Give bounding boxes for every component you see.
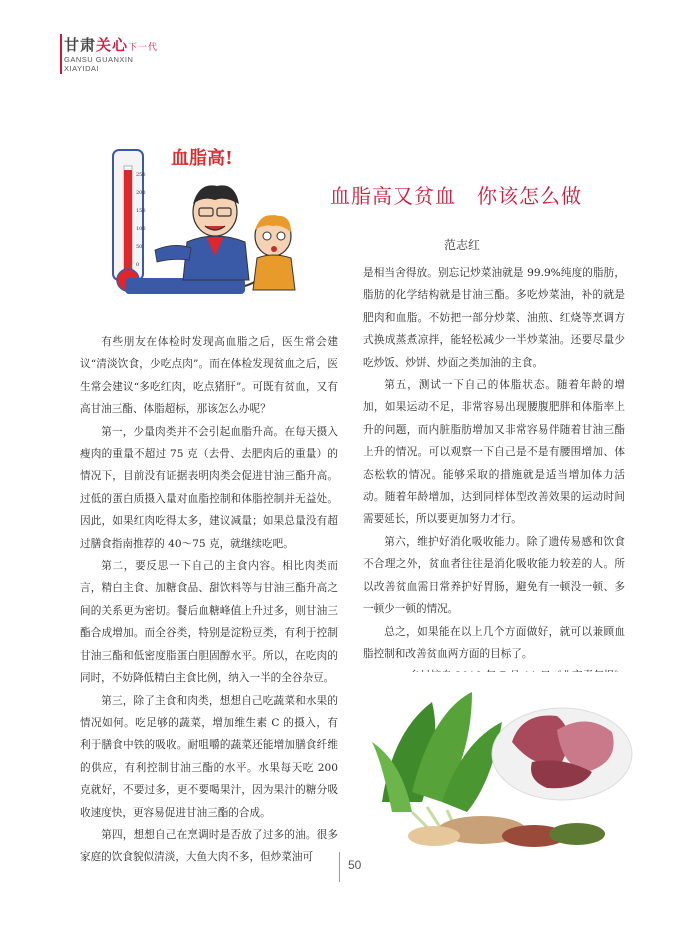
thermo-tick-3: 100 [136, 226, 146, 232]
paragraph: 是相当舍得放。别忘记炒菜油就是 99.9%纯度的脂肪，脂肪的化学结构就是甘油三酯。多吃炒菜油，补的就是肥肉和血脂。不妨把一部分炒菜、油煎、红烧等烹调方式换成蒸煮凉拌，能轻松减少一半炒菜油。还要尽量少吃炒饭、炒饼、炒面之类加油的主食。 [363, 267, 625, 369]
right-column [363, 262, 625, 688]
thermo-tick-0: 250 [136, 172, 146, 178]
logo-part-2: 关心 [96, 36, 129, 54]
logo-part-3: 下一代 [128, 43, 159, 53]
page-number: 50 [348, 858, 362, 872]
masthead-bar [60, 34, 62, 74]
food-photo [372, 672, 634, 852]
child-figure [253, 215, 295, 290]
thermo-tick-2: 150 [136, 208, 146, 214]
left-column [80, 331, 338, 869]
badge-text: 血脂高! [171, 148, 233, 169]
paragraph: 总之，如果能在以上几个方面做好，就可以兼顾血脂控制和改善贫血两方面的目标了。 [363, 625, 625, 660]
thermometer-icon [113, 150, 146, 291]
thermo-tick-5: 0 [136, 262, 140, 268]
paragraph: 有些朋友在体检时发现高血脂之后，医生常会建议“清淡饮食，少吃点肉”。而在体检发现贫血之后，医生常会建议“多吃红肉，吃点猪肝”。可既有贫血，又有高甘油三酯、体脂超标，那该怎么办呢？ [80, 336, 338, 416]
liver-plate-image [492, 708, 632, 800]
magazine-logo-en [64, 55, 133, 73]
man-figure [155, 185, 249, 280]
logo-en-line-1: GANSU GUANXIN [64, 55, 134, 64]
paragraph: 第四，想想自己在烹调时是否放了过多的油。很多家庭的饮食貌似清淡，大鱼大肉不多，但炒菜油可 [80, 828, 338, 864]
paragraph: 第六，维护好消化吸收能力。除了遗传易感和饮食不合理之外，贫血者往往是消化吸收能力较差的人。所以改善贫血需日常养护好胃肠，避免有一顿没一顿、多一顿少一顿的情况。 [363, 535, 625, 616]
paragraph: 第五，测试一下自己的体脂状态。随着年龄的增加，如果运动不足，非常容易出现腰腹肥胖和体脂率上升的问题，而内脏脂肪增加又非常容易伴随着甘油三酯上升的情况。可以观察一下自己是不是有腰围增加、体态松软的情况。能够采取的措施就是适当增加体力活动。随着年龄增加，达到同样体型改善效果的运动时间需要延长，所以要更加努力才行。 [363, 379, 625, 526]
article-title: 血脂高又贫血 你该怎么做 [330, 184, 582, 208]
paragraph: 第一，少量肉类并不会引起血脂升高。在每天摄入瘦肉的重量不超过 75 克（去骨、去肥肉后的重量）的情况下，目前没有证据表明肉类会促进甘油三酯升高。过低的蛋白质摄入量对血脂控制和体脂控制并无益处。因此，如果红肉吃得太多，建议减量；如果总量没有超过膳食指南推荐的 40～75 克，就继续吃吧。 [80, 425, 338, 550]
cartoon-illustration [95, 130, 325, 305]
paragraph: 第二，要反思一下自己的主食内容。相比肉类而言，精白主食、加糖食品、甜饮料等与甘油三酯升高之间的关系更为密切。餐后血糖峰值上升过多，则甘油三酯合成增加。而全谷类，特别是淀粉豆类，有利于控制甘油三酯和低密度脂蛋白胆固醇水平。所以，在吃肉的同时，不妨降低精白主食比例，纳入一半的全谷杂豆。 [80, 560, 338, 685]
article-author: 范志红 [444, 238, 481, 252]
page-number-divider [339, 852, 340, 882]
thermo-tick-1: 200 [136, 190, 146, 196]
magazine-logo [64, 34, 158, 55]
logo-part-1: 甘肃 [64, 36, 97, 54]
masthead [60, 34, 180, 84]
blood-lipid-badge [165, 140, 265, 172]
paragraph: 第三，除了主食和肉类，想想自己吃蔬菜和水果的情况如何。吃足够的蔬菜，增加维生素 C 的摄入，有利于膳食中铁的吸收。耐咀嚼的蔬菜还能增加膳食纤维的供应，有利控制甘油三酯的水平。水果每天吃 200 克就好，不要过多，更不要喝果汁，因为果汁的糖分吸收速度快，更容易促进甘油三酯的合成。 [80, 694, 338, 819]
thermo-tick-4: 50 [136, 244, 143, 250]
logo-en-line-2: XIAYIDAI [64, 64, 100, 73]
